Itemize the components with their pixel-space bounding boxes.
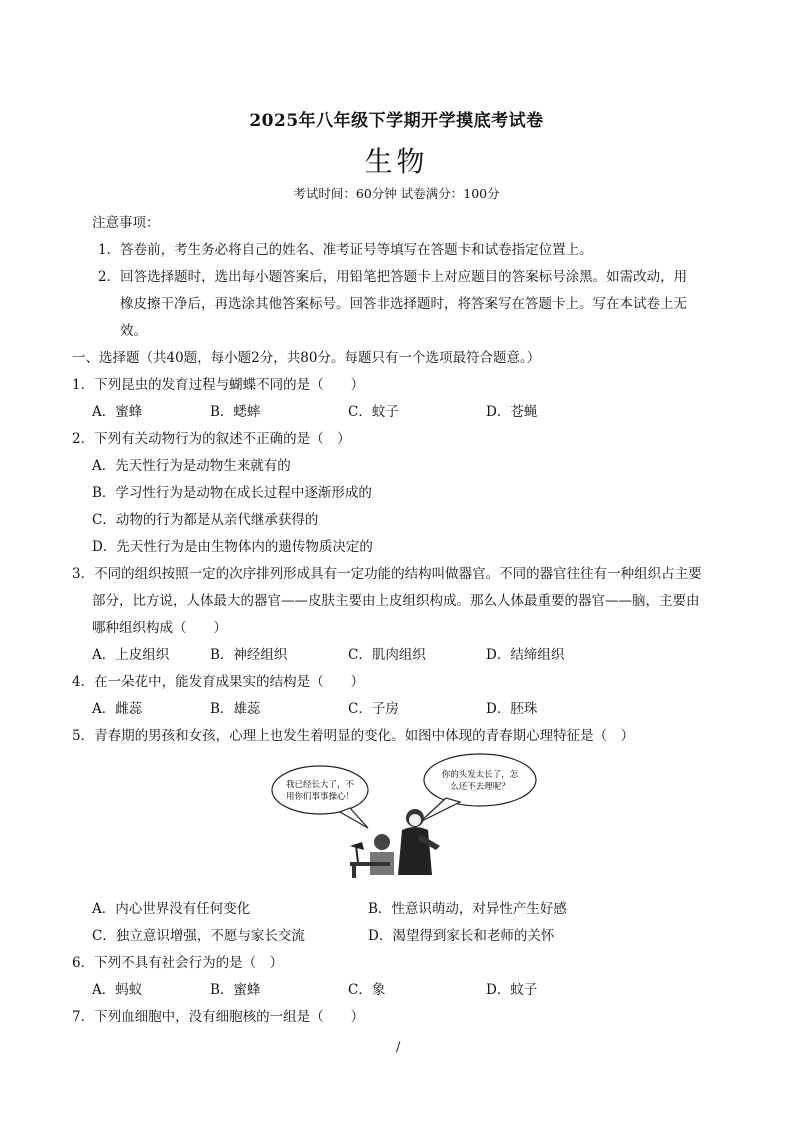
question-5-stem: 5．青春期的男孩和女孩，心理上也发生着明显的变化。如图中体现的青春期心理特征是（ ）	[72, 728, 635, 744]
question-5-option-c: C．独立意识增强，不愿与家长交流	[92, 928, 305, 944]
question-4-option-a: A．雌蕊	[92, 701, 143, 717]
question-1-option-c: C．蚊子	[348, 404, 399, 420]
bubble-left-text-1: 我已经长大了，不	[285, 780, 355, 790]
notice-heading: 注意事项：	[92, 215, 160, 231]
question-2-option-a: A．先天性行为是动物生来就有的	[92, 458, 291, 474]
bubble-left-text-2: 用你们事事操心！	[285, 792, 355, 802]
speech-bubble-left	[272, 766, 368, 814]
question-2-option-c: C．动物的行为都是从亲代继承获得的	[92, 512, 319, 528]
question-5-option-a: A．内心世界没有任何变化	[92, 901, 251, 917]
question-1-option-a: A．蜜蜂	[92, 404, 143, 420]
question-6-option-b: B．蜜蜂	[210, 982, 261, 998]
question-2-stem: 2．下列有关动物行为的叙述不正确的是（ ）	[72, 431, 351, 447]
bubble-right-text-2: 么还不去理呢？	[450, 782, 510, 792]
question-2-option-b: B．学习性行为是动物在成长过程中逐渐形成的	[92, 485, 372, 501]
question-3-option-b: B．神经组织	[210, 647, 288, 663]
question-3-stem-2: 部分，比方说，人体最大的器官——皮肤主要由上皮组织构成。那么人体最重要的器官——脑，主要由	[92, 593, 700, 609]
speech-bubble-left-tail	[340, 808, 368, 828]
speech-bubble-right-tail	[420, 798, 460, 822]
question-4-option-d: D．胚珠	[486, 701, 538, 717]
question-6-option-d: D．蚊子	[486, 982, 538, 998]
speech-bubble-right	[424, 754, 536, 806]
question-1-stem: 1．下列昆虫的发育过程与蝴蝶不同的是（ ）	[72, 377, 365, 393]
notice-line-2b: 橡皮擦干净后，再选涂其他答案标号。回答非选择题时，将答案写在答题卡上。写在本试卷上无	[120, 296, 687, 312]
question-1-option-b: B．蟋蟀	[210, 404, 261, 420]
exam-title: 2025年八年级下学期开学摸底考试卷	[249, 111, 544, 131]
question-6-option-c: C．象	[348, 982, 386, 998]
mother-figure	[398, 809, 440, 875]
section-heading: 一、选择题（共40题，每小题2分，共80分。每题只有一个选项最符合题意。）	[72, 350, 541, 366]
question-4-stem: 4．在一朵花中，能发育成果实的结构是（ ）	[72, 674, 365, 690]
question-1-option-d: D．苍蝇	[486, 404, 538, 420]
question-7-stem: 7．下列血细胞中，没有细胞核的一组是（ ）	[72, 1009, 365, 1025]
question-3-option-d: D．结缔组织	[486, 647, 565, 663]
question-3-option-c: C．肌肉组织	[348, 647, 426, 663]
question-5-option-b: B．性意识萌动，对异性产生好感	[368, 901, 567, 917]
boy-figure	[370, 834, 394, 875]
question-3-stem-3: 哪种组织构成（ ）	[92, 620, 227, 636]
illustration-svg	[270, 750, 540, 880]
question-6-stem: 6．下列不具有社会行为的是（ ）	[72, 955, 284, 971]
exam-subject: 生物	[364, 145, 429, 178]
question-4-option-b: B．雄蕊	[210, 701, 261, 717]
notice-line-2a: 2．回答选择题时，选出每小题答案后，用铅笔把答题卡上对应题目的答案标号涂黑。如需改动，用	[98, 269, 688, 285]
notice-line-2c: 效。	[120, 323, 147, 339]
question-6-option-a: A．蚂蚁	[92, 982, 143, 998]
notice-line-1: 1．答卷前，考生务必将自己的姓名、准考证号等填写在答题卡和试卷指定位置上。	[98, 242, 593, 258]
question-4-option-c: C．子房	[348, 701, 399, 717]
question-2-option-d: D．先天性行为是由生物体内的遗传物质决定的	[92, 539, 373, 555]
question-3-option-a: A．上皮组织	[92, 647, 170, 663]
question-5-option-d: D．渴望得到家长和老师的关怀	[368, 928, 555, 944]
page-footer-mark: /	[396, 1040, 401, 1055]
bubble-right-text-1: 你的头发太长了，怎	[441, 770, 519, 780]
question-5-illustration	[270, 750, 540, 880]
exam-info: 考试时间：60分钟 试卷满分：100分	[293, 186, 500, 201]
question-3-stem-1: 3．不同的组织按照一定的次序排列形成具有一定功能的结构叫做器官。不同的器官往往有一种组织占主要	[72, 566, 702, 582]
